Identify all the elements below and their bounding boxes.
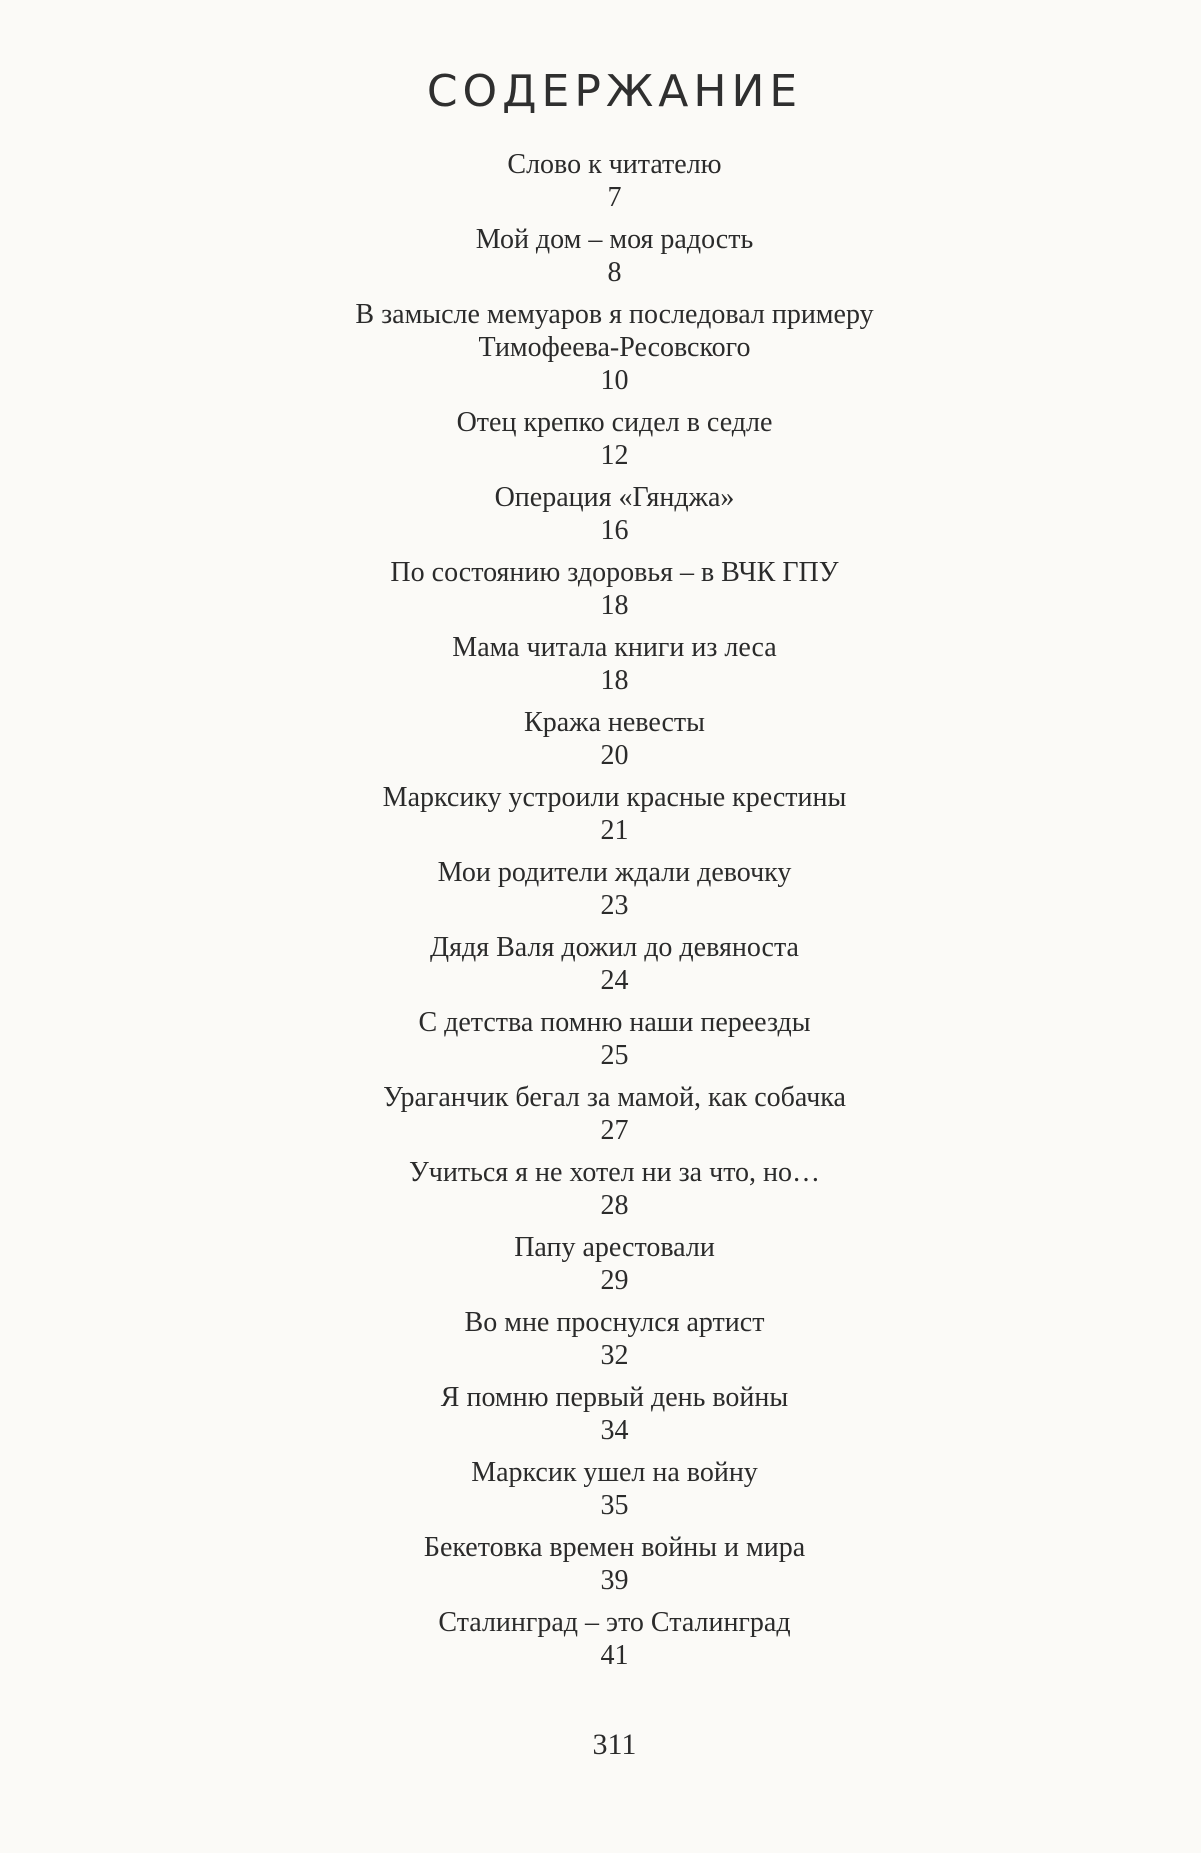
toc-entry-page: 28 bbox=[600, 1190, 629, 1221]
toc-entry-title: Учиться я не хотел ни за что, но… bbox=[408, 1157, 821, 1188]
toc-entry-title: Кража невесты bbox=[524, 707, 705, 738]
toc-entry-title: Марксику устроили красные крестины bbox=[382, 782, 847, 813]
toc-entry-page: 12 bbox=[600, 440, 629, 471]
toc-entry-page: 39 bbox=[600, 1565, 629, 1596]
toc-entry-page: 18 bbox=[600, 665, 629, 696]
toc-entry-page: 18 bbox=[600, 590, 629, 621]
toc-entry-title: Слово к читателю bbox=[507, 149, 722, 180]
toc-entry-page: 25 bbox=[600, 1040, 629, 1071]
toc-entry-page: 27 bbox=[600, 1115, 629, 1146]
toc-entry bbox=[28, 931, 1201, 997]
toc-entry-title: Бекетовка времен войны и мира bbox=[423, 1532, 806, 1563]
toc-entry-page: 10 bbox=[600, 365, 629, 396]
toc-entry-title: Отец крепко сидел в седле bbox=[456, 407, 773, 438]
toc-entry-page: 16 bbox=[600, 515, 629, 546]
toc-entry bbox=[28, 781, 1201, 847]
toc-entry-page: 21 bbox=[600, 815, 629, 846]
toc-entry-title: Сталинград – это Сталинград bbox=[438, 1607, 791, 1638]
toc-entry-title: С детства помню наши переезды bbox=[418, 1007, 811, 1038]
toc-entry bbox=[28, 1381, 1201, 1447]
toc-entry bbox=[28, 1606, 1201, 1672]
toc-entry bbox=[28, 481, 1201, 547]
toc-entry-title: По состоянию здоровья – в ВЧК ГПУ bbox=[390, 557, 839, 588]
toc-entry-page: 7 bbox=[607, 182, 622, 213]
toc-entry-title: Папу арестовали bbox=[514, 1232, 715, 1263]
toc-entry bbox=[28, 1006, 1201, 1072]
toc-entry bbox=[28, 1306, 1201, 1372]
toc-entry-title: Мои родители ждали девочку bbox=[437, 857, 792, 888]
toc-entry-title: Операция «Гянджа» bbox=[494, 482, 735, 513]
toc-entry bbox=[28, 406, 1201, 472]
toc-entry bbox=[28, 148, 1201, 214]
toc-entry bbox=[28, 631, 1201, 697]
toc-entry-page: 32 bbox=[600, 1340, 629, 1371]
toc-list bbox=[0, 148, 1201, 1681]
toc-entry-title: Мой дом – моя радость bbox=[475, 224, 754, 255]
toc-entry bbox=[28, 556, 1201, 622]
toc-entry bbox=[28, 706, 1201, 772]
toc-entry-page: 35 bbox=[600, 1490, 629, 1521]
toc-entry-title: Ураганчик бегал за мамой, как собачка bbox=[383, 1082, 846, 1113]
toc-entry bbox=[28, 1156, 1201, 1222]
toc-entry-title: Дядя Валя дожил до девяноста bbox=[430, 932, 799, 963]
toc-entry-page: 23 bbox=[600, 890, 629, 921]
toc-entry bbox=[28, 1531, 1201, 1597]
toc-entry bbox=[28, 1081, 1201, 1147]
toc-entry-title: Во мне проснулся артист bbox=[464, 1307, 765, 1338]
toc-entry bbox=[28, 1231, 1201, 1297]
page-number: 311 bbox=[592, 1728, 637, 1761]
toc-entry bbox=[28, 1456, 1201, 1522]
toc-entry bbox=[335, 298, 895, 397]
toc-entry-page: 29 bbox=[600, 1265, 629, 1296]
toc-entry-page: 34 bbox=[600, 1415, 629, 1446]
toc-entry-page: 24 bbox=[600, 965, 629, 996]
toc-entry bbox=[28, 856, 1201, 922]
toc-entry-title: Мама читала книги из леса bbox=[452, 632, 777, 663]
toc-entry-title: Марксик ушел на войну bbox=[471, 1457, 758, 1488]
toc-entry-title: В замысле мемуаров я последовал примеру Тимофеева-Ресовского bbox=[355, 299, 874, 363]
toc-entry-page: 8 bbox=[607, 257, 622, 288]
toc-heading: СОДЕРЖАНИЕ bbox=[426, 66, 803, 117]
toc-entry-title: Я помню первый день войны bbox=[440, 1382, 789, 1413]
toc-entry-page: 20 bbox=[600, 740, 629, 771]
toc-entry-page: 41 bbox=[600, 1640, 629, 1671]
toc-entry bbox=[28, 223, 1201, 289]
